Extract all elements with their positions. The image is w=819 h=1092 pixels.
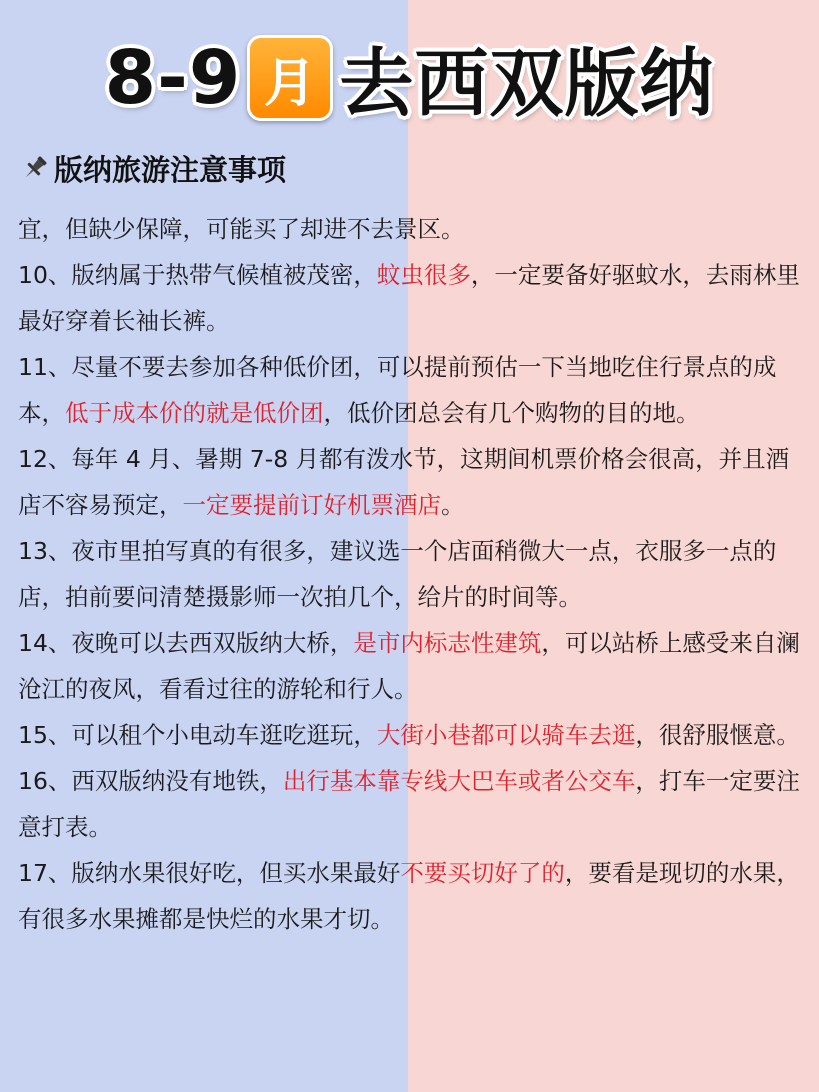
tip-text: ，打车一定要注意打表。 (18, 767, 800, 841)
pushpin-icon (20, 153, 50, 183)
tip-text: 宜，但缺少保障，可能买了却进不去景区。 (18, 215, 465, 243)
tip-paragraph (18, 712, 802, 758)
tip-text: ，要看是现切的水果，有很多水果摊都是快烂的水果才切。 (18, 859, 800, 933)
tip-text: 16、西双版纳没有地铁， (18, 767, 283, 795)
tip-paragraph (18, 620, 802, 712)
tip-text: 17、版纳水果很好吃，但买水果最好 (18, 859, 401, 887)
tip-highlight: 出行基本靠专线大巴车或者公交车 (282, 767, 636, 795)
page-title (0, 28, 819, 128)
month-badge: 月 (247, 35, 333, 121)
title-suffix: 去西双版纳 (339, 41, 715, 127)
tip-text: 13、夜市里拍写真的有很多，建议选一个店面稍微大一点，衣服多一点的店，拍前要问清楚摄影师一次拍几个，给片的时间等。 (18, 537, 777, 611)
section-heading-text: 版纳旅游注意事项 (54, 152, 287, 187)
tip-paragraph (18, 206, 802, 252)
tip-text: 12、每年 4 月、暑期 7-8 月都有泼水节，这期间机票价格会很高，并且酒店不容易预定， (18, 445, 790, 519)
tip-text: ，可以站桥上感受来自澜沧江的夜风，看看过往的游轮和行人。 (18, 629, 800, 703)
tip-highlight: 是市内标志性建筑 (353, 629, 542, 657)
tip-text: 11、尽量不要去参加各种低价团，可以提前预估一下当地吃住行景点的成本， (18, 353, 777, 427)
tips-list (18, 206, 802, 942)
tip-paragraph (18, 528, 802, 620)
tip-text: ，低价团总会有几个购物的目的地。 (323, 399, 700, 427)
title-prefix: 8-9 (104, 35, 242, 121)
tip-text: 10、版纳属于热带气候植被茂密， (18, 261, 377, 289)
tip-highlight: 蚊虫很多 (376, 261, 471, 289)
tip-highlight: 一定要提前订好机票酒店 (182, 491, 441, 519)
tip-paragraph (18, 850, 802, 942)
tip-highlight: 低于成本价的就是低价团 (65, 399, 324, 427)
tip-text: 。 (441, 491, 465, 519)
section-heading (20, 148, 286, 188)
tip-text: 15、可以租个小电动车逛吃逛玩， (18, 721, 377, 749)
tip-paragraph (18, 344, 802, 436)
tip-highlight: 不要买切好了的 (400, 859, 565, 887)
tip-paragraph (18, 252, 802, 344)
tip-text: ，很舒服惬意。 (635, 721, 800, 749)
tip-paragraph (18, 436, 802, 528)
tip-text: ，一定要备好驱蚊水，去雨林里最好穿着长袖长裤。 (18, 261, 800, 335)
tip-highlight: 大街小巷都可以骑车去逛 (376, 721, 636, 749)
tip-text: 14、夜晚可以去西双版纳大桥， (18, 629, 354, 657)
tip-paragraph (18, 758, 802, 850)
